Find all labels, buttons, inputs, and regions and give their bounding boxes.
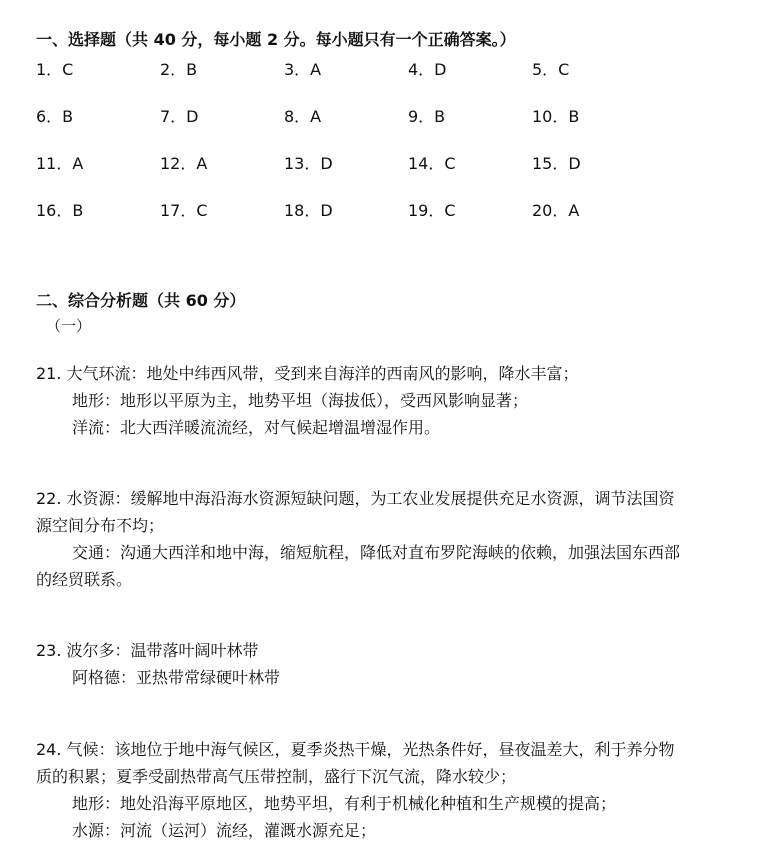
answer-item: 18．D xyxy=(284,201,333,220)
answer-item: 1．C xyxy=(36,60,74,79)
answer-item: 20．A xyxy=(532,201,580,220)
q22-line: 源空间分布不均； xyxy=(36,516,165,535)
answer-item: 15．D xyxy=(532,154,581,173)
answer-item: 10．B xyxy=(532,107,580,126)
answer-item: 2．B xyxy=(160,60,198,79)
answer-item: 16．B xyxy=(36,201,84,220)
q24-line: 24. 气候：该地位于地中海气候区，夏季炎热干燥，光热条件好，昼夜温差大，利于养分物 xyxy=(36,740,675,759)
answer-item: 19．C xyxy=(408,201,456,220)
q21-line: 21. 大气环流：地处中纬西风带，受到来自海洋的西南风的影响，降水丰富； xyxy=(36,364,579,383)
q24-line: 质的积累；夏季受副热带高气压带控制，盛行下沉气流，降水较少； xyxy=(36,767,517,786)
answer-item: 7．D xyxy=(160,107,199,126)
answer-item: 13．D xyxy=(284,154,333,173)
answer-item: 8．A xyxy=(284,107,322,126)
answer-item: 3．A xyxy=(284,60,322,79)
answer-item: 5．C xyxy=(532,60,570,79)
answer-item: 17．C xyxy=(160,201,208,220)
q22-line: 交通：沟通大西洋和地中海，缩短航程，降低对直布罗陀海峡的依赖，加强法国东西部 xyxy=(72,543,681,562)
q21-line: 地形：地形以平原为主，地势平坦（海拔低），受西风影响显著； xyxy=(72,391,529,410)
section2-title: 二、综合分析题（共 60 分） xyxy=(36,291,246,310)
answer-item: 4．D xyxy=(408,60,447,79)
q24-line: 地形：地处沿海平原地区，地势平坦，有利于机械化种植和生产规模的提高； xyxy=(72,794,617,813)
q24-line: 水源：河流（运河）流经，灌溉水源充足； xyxy=(72,821,377,840)
answer-item: 9．B xyxy=(408,107,446,126)
section2-subtitle: （一） xyxy=(46,317,92,335)
answer-item: 12．A xyxy=(160,154,208,173)
q23-line: 阿格德：亚热带常绿硬叶林带 xyxy=(72,668,281,687)
q22-line: 的经贸联系。 xyxy=(36,570,133,589)
section1-title: 一、选择题（共 40 分，每小题 2 分。每小题只有一个正确答案。） xyxy=(36,30,516,49)
answer-item: 14．C xyxy=(408,154,456,173)
q22-line: 22. 水资源：缓解地中海沿海水资源短缺问题，为工农业发展提供充足水资源，调节法国资 xyxy=(36,489,675,508)
q23-line: 23. 波尔多：温带落叶阔叶林带 xyxy=(36,641,259,660)
q21-line: 洋流：北大西洋暖流流经，对气候起增温增湿作用。 xyxy=(72,418,441,437)
answer-item: 6．B xyxy=(36,107,74,126)
answer-item: 11．A xyxy=(36,154,84,173)
